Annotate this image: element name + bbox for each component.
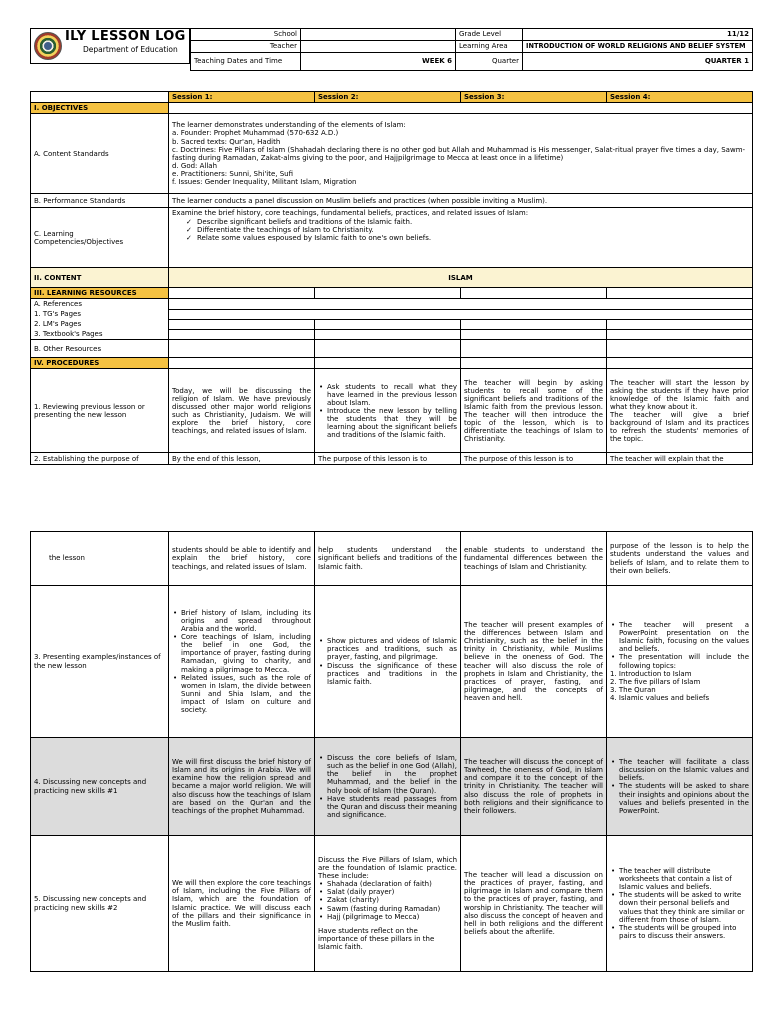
step-4-session-2-list bbox=[318, 754, 457, 818]
step-2-session-1-a: By the end of this lesson, bbox=[169, 453, 315, 465]
step-2-session-1-b: students should be able to identify and explain the brief history, core teachings, and related issues of Islam. bbox=[169, 532, 315, 586]
session-4-header: Session 4: bbox=[607, 92, 753, 103]
step-2-label-b: the lesson bbox=[31, 532, 169, 586]
step-5-session-2-outro: Have students reflect on the importance of these pillars in the Islamic faith. bbox=[318, 926, 435, 951]
step-3-session-2-list bbox=[318, 637, 457, 685]
pillar-item: • Zakat (charity) bbox=[318, 896, 457, 904]
content-standards-line: c. Doctrines: Five Pillars of Islam (Shahadah declaring there is no other god but Allah and Muhammad is His messenger, Salat-ritual prayer five times a day, Sawm-fasting during Ramadan, Zakat-alms giving to the poor, and Hajjpilgrimage to Mecca at least once in a lifetime) bbox=[172, 145, 746, 162]
list-item: • Brief history of Islam, including its origins and spread throughout Arabia and the world. bbox=[172, 609, 311, 633]
list-item: • The students will be grouped into pairs to discuss their answers. bbox=[610, 924, 749, 940]
content-heading: II. CONTENT bbox=[31, 268, 169, 288]
performance-standards-text: The learner conducts a panel discussion on Muslim beliefs and practices (when possible inviting a Muslim). bbox=[169, 194, 753, 208]
step-5-session-4 bbox=[607, 836, 753, 972]
empty-cell bbox=[461, 358, 607, 369]
learning-area-label: Learning Area bbox=[456, 41, 523, 53]
step-1-session-2 bbox=[315, 369, 461, 453]
content-standards-cell bbox=[169, 114, 753, 194]
step-2-session-4-a: The teacher will explain that the bbox=[607, 453, 753, 465]
teacher-value bbox=[301, 41, 456, 53]
competencies-label: C. Learning Competencies/Objectives bbox=[31, 208, 169, 268]
list-item: • The teacher will distribute worksheets that contain a list of Islamic values and beliefs. bbox=[610, 867, 749, 891]
step-1-session-4 bbox=[607, 369, 753, 453]
step-2-session-2-b: help students understand the significant beliefs and traditions of the Islamic faith. bbox=[315, 532, 461, 586]
step-1-session-2-list bbox=[318, 383, 457, 439]
school-label: School bbox=[191, 29, 301, 41]
step-1-session-3: The teacher will begin by asking students to recall some of the significant beliefs and traditions of the Islamic faith from the previous lesson. The teacher will then introduce the topic of the lesson, which is to differentiate the teachings of Islam to Christianity. bbox=[461, 369, 607, 453]
quarter-value: QUARTER 1 bbox=[523, 53, 753, 71]
content-standards-line: e. Practitioners: Sunni, Shi'ite, Sufi bbox=[172, 169, 294, 178]
tg-pages-label: 1. TG's Pages bbox=[31, 309, 169, 319]
teacher-label: Teacher bbox=[191, 41, 301, 53]
step-1-label: 1. Reviewing previous lesson or presenting the new lesson bbox=[31, 369, 169, 453]
step-2-session-2-a: The purpose of this lesson is to bbox=[315, 453, 461, 465]
step-5-session-1: We will then explore the core teachings of Islam, including the Five Pillars of Islam, which are the foundation of Islamic practice. We will discuss each of the pillars and their significance in the Muslim faith. bbox=[169, 836, 315, 972]
empty-cell bbox=[607, 319, 753, 329]
step-3-session-4-topics bbox=[610, 670, 749, 702]
step-4-session-2 bbox=[315, 738, 461, 836]
list-item: • Have students read passages from the Quran and discuss their meaning and significance. bbox=[318, 795, 457, 819]
pillar-item: • Salat (daily prayer) bbox=[318, 888, 457, 896]
empty-cell bbox=[607, 329, 753, 340]
step-2-session-3-a: The purpose of this lesson is to bbox=[461, 453, 607, 465]
step-5-pillars-list bbox=[318, 880, 457, 920]
step-3-session-3: The teacher will present examples of the differences between Islam and Christianity, such as the belief in the trinity in Christianity, while Muslims believe in the oneness of God. The teacher will also discuss the role of prophets in Islam and Christianity, the practices of prayer, fasting, and pilgrimage, and the concepts of heaven and hell. bbox=[461, 586, 607, 738]
topic-item: 4. Islamic values and beliefs bbox=[610, 693, 710, 702]
performance-standards-label: B. Performance Standards bbox=[31, 194, 169, 208]
empty-cell bbox=[315, 319, 461, 329]
empty-cell bbox=[607, 358, 753, 369]
step-5-label: 5. Discussing new concepts and practicing new skills #2 bbox=[31, 836, 169, 972]
topic-item: 3. The Quran bbox=[610, 685, 656, 694]
lesson-table-page-2 bbox=[30, 531, 753, 972]
step-3-session-2 bbox=[315, 586, 461, 738]
list-item: • Core teachings of Islam, including the belief in one God, the importance of prayer, fasting during Ramadan, giving to charity, and making a pilgrimage to Mecca. bbox=[172, 633, 311, 673]
step-2-session-3-b: enable students to understand the fundamental differences between the teachings of Islam and Christianity. bbox=[461, 532, 607, 586]
learning-area-value: INTRODUCTION OF WORLD RELIGIONS AND BELIEF SYSTEM bbox=[523, 41, 753, 53]
step-5-session-2 bbox=[315, 836, 461, 972]
empty-cell bbox=[169, 340, 315, 358]
step-3-session-1 bbox=[169, 586, 315, 738]
lesson-table-page-1 bbox=[30, 91, 753, 465]
step-5-session-2-intro: Discuss the Five Pillars of Islam, which are the foundation of Islamic practice. These include: bbox=[318, 856, 457, 881]
content-standards-label: A. Content Standards bbox=[31, 114, 169, 194]
session-3-header: Session 3: bbox=[461, 92, 607, 103]
step-3-session-4 bbox=[607, 586, 753, 738]
other-resources-label: B. Other Resources bbox=[31, 340, 169, 358]
lm-pages-label: 2. LM's Pages bbox=[31, 319, 169, 329]
list-item: • Ask students to recall what they have learned in the previous lesson about Islam. bbox=[318, 383, 457, 407]
school-value bbox=[301, 29, 456, 41]
step-1-session-4-para: The teacher will start the lesson by asking the students if they have prior knowledge of the Islamic faith and what they know about it. bbox=[610, 378, 749, 411]
empty-cell bbox=[461, 288, 607, 299]
week-value: WEEK 6 bbox=[301, 53, 456, 71]
step-5-session-3: The teacher will lead a discussion on the practices of prayer, fasting, and pilgrimage in Islam and compare them to the practices of prayer, fasting, and worship in Christianity. The teacher will also discuss the concept of heaven and hell in both religions and the different beliefs about the afterlife. bbox=[461, 836, 607, 972]
competencies-cell bbox=[169, 208, 753, 268]
competencies-intro: Examine the brief history, core teachings, fundamental beliefs, practices, and related issues of Islam: bbox=[172, 209, 529, 218]
list-item: • Related issues, such as the role of women in Islam, the divide between Sunni and Shia Islam, and the impact of Islam on culture and society. bbox=[172, 674, 311, 714]
list-item: • The teacher will facilitate a class discussion on the Islamic values and beliefs. bbox=[610, 758, 749, 782]
pillar-item: • Shahada (declaration of faith) bbox=[318, 880, 457, 888]
step-3-label: 3. Presenting examples/instances of the new lesson bbox=[31, 586, 169, 738]
empty-cell bbox=[169, 319, 315, 329]
list-item: • Discuss the significance of these practices and traditions in the Islamic faith. bbox=[318, 662, 457, 686]
competency-item: ✓ Describe significant beliefs and traditions of the Islamic faith. bbox=[186, 218, 749, 226]
content-value: ISLAM bbox=[169, 268, 753, 288]
list-item: • Introduce the new lesson by telling the students that they will be learning about the significant beliefs and traditions of the Islamic faith. bbox=[318, 407, 457, 439]
header-logo-block bbox=[30, 28, 190, 64]
objectives-heading: I. OBJECTIVES bbox=[31, 103, 169, 114]
grade-level-value: 11/12 bbox=[523, 29, 753, 41]
list-item: • Discuss the core beliefs of Islam, such as the belief in one God (Allah), the belief in the prophet Muhammad, and the belief in the holy book of Islam (the Quran). bbox=[318, 754, 457, 794]
empty-cell bbox=[315, 288, 461, 299]
header-table bbox=[190, 28, 753, 71]
empty-cell bbox=[461, 329, 607, 340]
step-2-session-4-b: purpose of the lesson is to help the students understand the values and beliefs of Islam, and to relate them to their own beliefs. bbox=[607, 532, 753, 586]
empty-cell bbox=[315, 358, 461, 369]
empty-cell bbox=[607, 288, 753, 299]
step-1-session-1: Today, we will be discussing the religion of Islam. We have previously discussed other major world religions such as Christianity, Judaism. We will explore the brief history, core teachings, and related issues of Islam. bbox=[169, 369, 315, 453]
session-1-header: Session 1: bbox=[169, 92, 315, 103]
grade-level-label: Grade Level bbox=[456, 29, 523, 41]
topic-item: 1. Introduction to Islam bbox=[610, 669, 692, 678]
empty-cell bbox=[169, 329, 315, 340]
step-4-session-4 bbox=[607, 738, 753, 836]
pillar-item: • Sawm (fasting during Ramadan) bbox=[318, 905, 457, 913]
content-standards-line: f. Issues: Gender Inequality, Militant Islam, Migration bbox=[172, 177, 357, 186]
dll-title: ILY LESSON LOG bbox=[65, 29, 186, 44]
teaching-dates-label: Teaching Dates and Time bbox=[191, 53, 301, 71]
session-2-header: Session 2: bbox=[315, 92, 461, 103]
step-4-session-3: The teacher will discuss the concept of Tawheed, the oneness of God, in Islam and compare it to the concept of the trinity in Christianity. The teacher will also discuss the role of prophets in both religions and their significance to their followers. bbox=[461, 738, 607, 836]
step-3-session-1-list bbox=[172, 609, 311, 714]
objectives-heading-fill bbox=[169, 103, 753, 114]
deped-seal-icon bbox=[34, 32, 62, 60]
list-item: • Show pictures and videos of Islamic practices and traditions, such as prayer, fasting, and pilgrimage. bbox=[318, 637, 457, 661]
list-item: • The students will be asked to write down their personal beliefs and values that they think are similar or different from those of Islam. bbox=[610, 891, 749, 923]
empty-cell bbox=[169, 309, 753, 319]
content-standards-line: b. Sacred texts: Qur'an, Hadith bbox=[172, 137, 281, 146]
empty-cell bbox=[461, 319, 607, 329]
procedures-heading: IV. PROCEDURES bbox=[31, 358, 169, 369]
competency-item: ✓ Differentiate the teachings of Islam to Christianity. bbox=[186, 226, 749, 234]
step-2-label-a: 2. Establishing the purpose of bbox=[31, 453, 169, 465]
empty-cell bbox=[461, 340, 607, 358]
empty-cell bbox=[169, 288, 315, 299]
empty-cell bbox=[169, 299, 753, 310]
references-label: A. References bbox=[31, 299, 169, 310]
content-standards-line: The learner demonstrates understanding of the elements of Islam: bbox=[172, 121, 406, 130]
content-standards-line: d. God: Allah bbox=[172, 161, 218, 170]
step-3-session-4-list bbox=[610, 621, 749, 669]
competencies-list bbox=[186, 218, 749, 242]
pillar-item: • Hajj (pilgrimage to Mecca) bbox=[318, 913, 457, 921]
department-name: Department of Education bbox=[83, 45, 178, 54]
topic-item: 2. The five pillars of Islam bbox=[610, 677, 701, 686]
list-item: • The teacher will present a PowerPoint presentation on the Islamic faith, focusing on the values and beliefs. bbox=[610, 621, 749, 653]
list-item: • The presentation will include the following topics: bbox=[610, 653, 749, 669]
step-5-session-4-list bbox=[610, 867, 749, 939]
competency-item: ✓ Relate some values espoused by Islamic faith to one's own beliefs. bbox=[186, 234, 749, 242]
learning-resources-heading: III. LEARNING RESOURCES bbox=[31, 288, 169, 299]
list-item: • The students will be asked to share their insights and opinions about the values and beliefs presented in the PowerPoint. bbox=[610, 782, 749, 814]
empty-cell bbox=[315, 340, 461, 358]
textbook-pages-label: 3. Textbook's Pages bbox=[31, 329, 169, 340]
content-standards-line: a. Founder: Prophet Muhammad (570-632 A.D.) bbox=[172, 129, 339, 138]
quarter-label: Quarter bbox=[456, 53, 523, 71]
step-4-session-1: We will first discuss the brief history of Islam and its origins in Arabia. We will examine how the religion spread and became a major world religion. We will also discuss how the teachings of Islam are based on the Qur'an and the teachings of the prophet Muhammad. bbox=[169, 738, 315, 836]
empty-cell bbox=[315, 329, 461, 340]
step-4-session-4-list bbox=[610, 758, 749, 814]
step-4-label: 4. Discussing new concepts and practicing new skills #1 bbox=[31, 738, 169, 836]
step-1-session-4-para: The teacher will give a brief background of Islam and its practices to refresh the students' memories of the topic. bbox=[610, 410, 749, 444]
empty-cell bbox=[607, 340, 753, 358]
corner-cell bbox=[31, 92, 169, 103]
empty-cell bbox=[169, 358, 315, 369]
